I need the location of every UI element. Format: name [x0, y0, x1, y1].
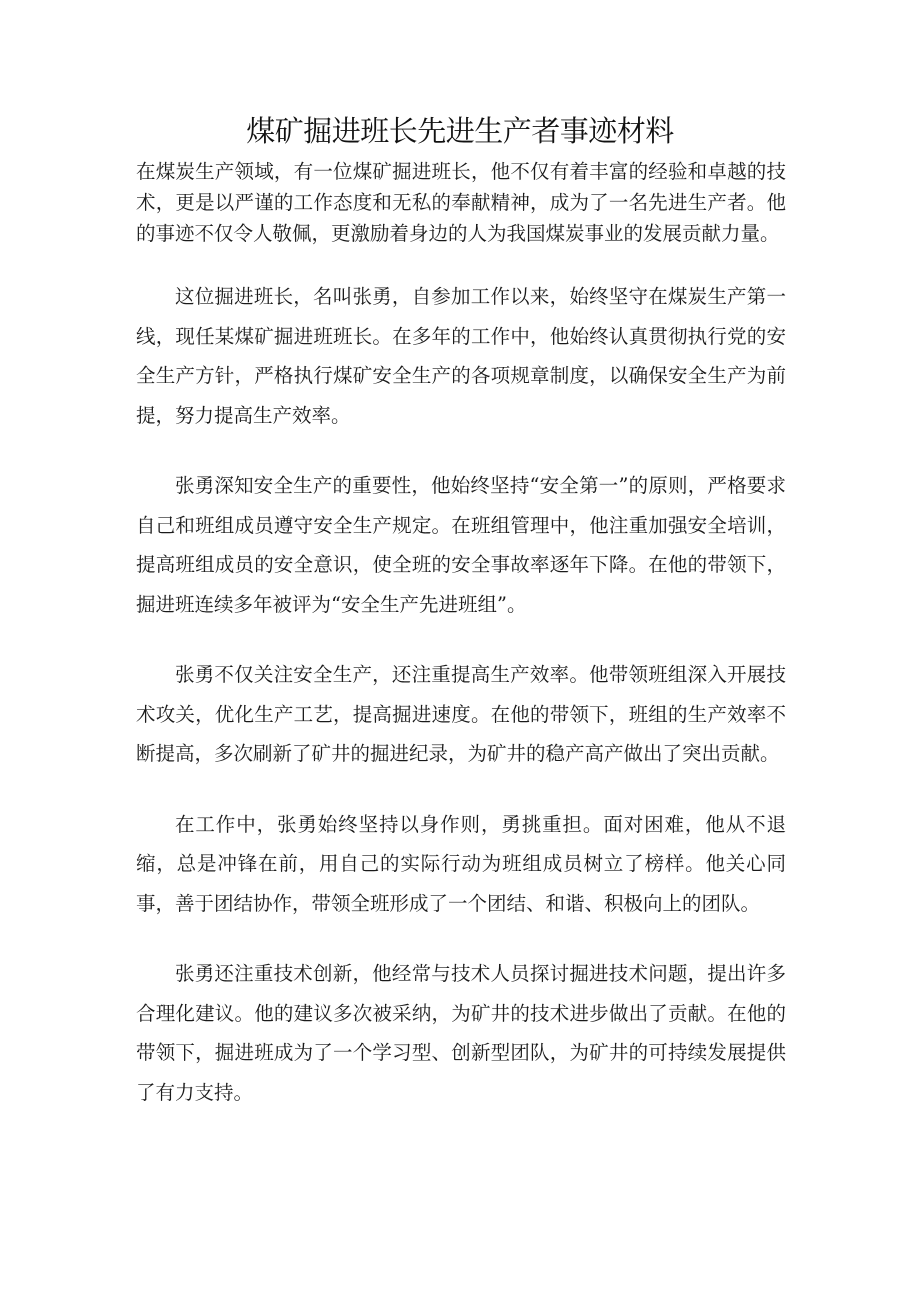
document-body [136, 277, 786, 1143]
body-paragraph: 张勇深知安全生产的重要性，他始终坚持“安全第一”的原则，严格要求自己和班组成员遵守安全生产规定。在班组管理中，他注重加强安全培训，提高班组成员的安全意识，使全班的安全事故率逐年下降。在他的带领下，掘进班连续多年被评为“安全生产先进班组”。 [136, 474, 786, 616]
intro-paragraph: 在煤炭生产领域，有一位煤矿掘进班长，他不仅有着丰富的经验和卓越的技术，更是以严谨的工作态度和无私的奉献精神，成为了一名先进生产者。他的事迹不仅令人敬佩，更激励着身边的人为我国煤炭事业的发展贡献力量。 [136, 160, 786, 245]
body-paragraph: 在工作中，张勇始终坚持以身作则，勇挑重担。面对困难，他从不退缩，总是冲锋在前，用自己的实际行动为班组成员树立了榜样。他关心同事，善于团结协作，带领全班形成了一个团结、和谐、积极向上的团队。 [136, 812, 786, 915]
body-paragraph: 张勇不仅关注安全生产，还注重提高生产效率。他带领班组深入开展技术攻关，优化生产工艺，提高掘进速度。在他的带领下，班组的生产效率不断提高，多次刷新了矿井的掘进纪录，为矿井的稳产高产做出了突出贡献。 [136, 663, 786, 765]
document-title: 煤矿掘进班长先进生产者事迹材料 [246, 114, 674, 148]
body-paragraph: 这位掘进班长，名叫张勇，自参加工作以来，始终坚守在煤炭生产第一线，现任某煤矿掘进班班长。在多年的工作中，他始终认真贯彻执行党的安全生产方针，严格执行煤矿安全生产的各项规章制度，以确保安全生产为前提，努力提高生产效率。 [136, 285, 786, 427]
body-paragraph: 张勇还注重技术创新，他经常与技术人员探讨掘进技术问题，提出许多合理化建议。他的建议多次被采纳，为矿井的技术进步做出了贡献。在他的带领下，掘进班成为了一个学习型、创新型团队，为矿井的可持续发展提供了有力支持。 [136, 962, 786, 1104]
